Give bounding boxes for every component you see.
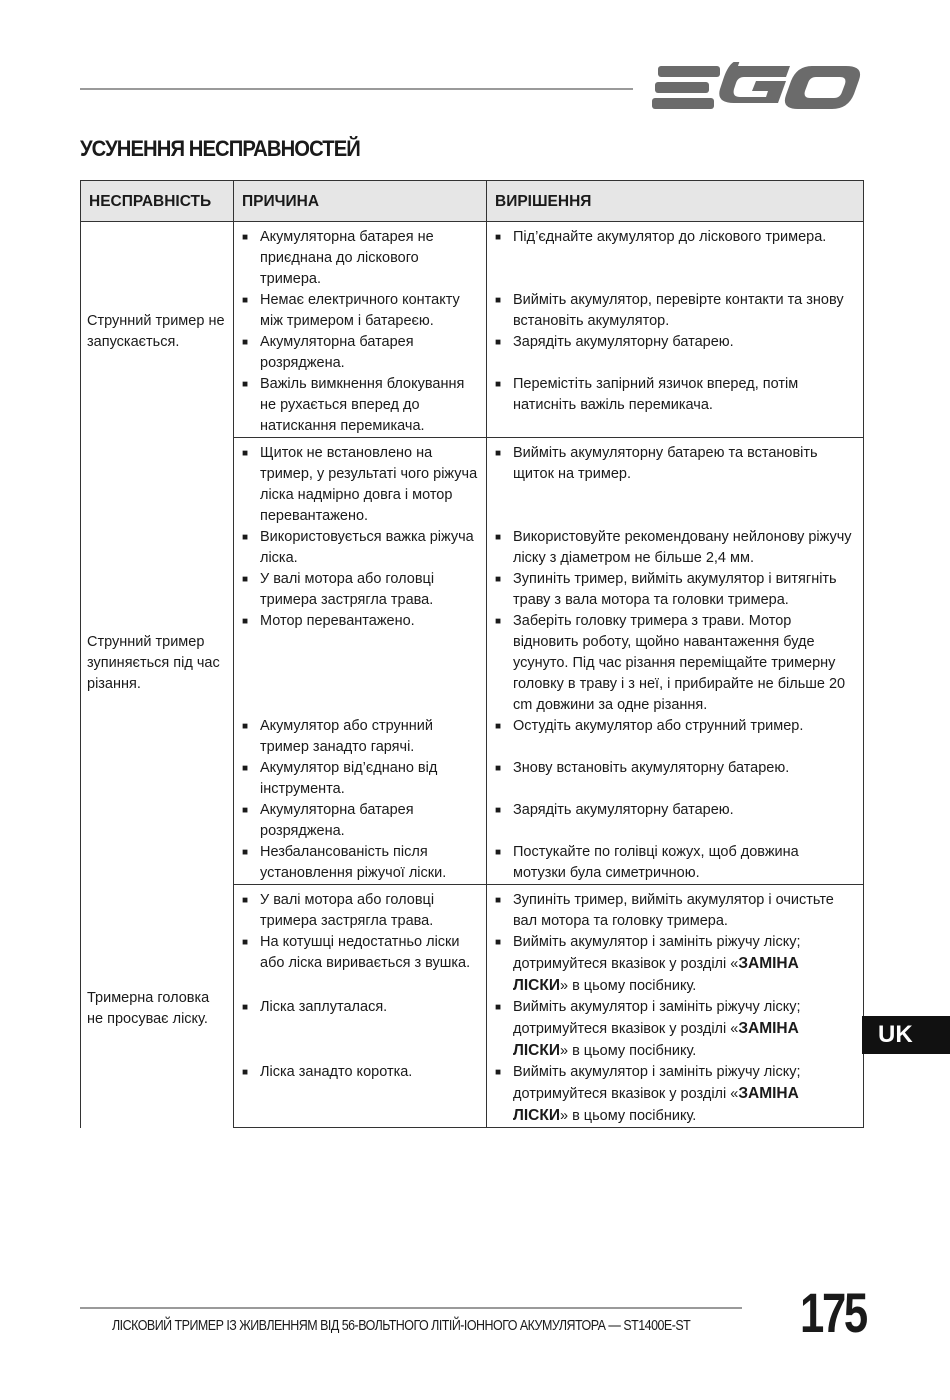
cause-text: ■ Акумулятор або струнний тример занадто гарячі. (240, 716, 480, 758)
cause-text: ■ Щиток не встановлено на тример, у результаті чого ріжуча ліска надмірно довга і мотор перевантажено. (240, 443, 480, 527)
cause-cell (234, 716, 487, 758)
cause-cell (234, 758, 487, 800)
solution-text (493, 997, 857, 1062)
solution-text: ■ Перемістіть запірний язичок вперед, потім натисніть важіль перемикача. (493, 374, 857, 416)
table-header-row (81, 181, 864, 222)
solution-text-post: » в цьому посібнику. (559, 1108, 697, 1124)
cause-cell (234, 611, 487, 716)
solution-cell (487, 842, 864, 885)
cause-cell (234, 222, 487, 291)
cause-text: ■ Незбалансованість після установлення ріжучої ліски. (240, 842, 480, 884)
solution-text: ■ Вийміть акумулятор, перевірте контакти та знову встановіть акумулятор. (493, 290, 857, 332)
cause-text: ■ Акумуляторна батарея розряджена. (240, 800, 480, 842)
cause-text: ■ Немає електричного контакту між тримером і батареєю. (240, 290, 480, 332)
table-row (81, 222, 864, 291)
solution-cell (487, 374, 864, 438)
solution-cell (487, 438, 864, 528)
solution-text: ■ Заберіть головку тримера з трави. Мотор відновить роботу, щойно навантаження буде усунуто. Під час різання переміщайте тримерну головку в траву і з неї, і прибирайте не більше 20 cm довжини за одне різання. (493, 611, 857, 716)
section-reference: ЗАМІНА ЛІСКИ (513, 1020, 799, 1059)
cause-text: ■ Ліска заплуталася. (240, 997, 480, 1018)
solution-cell (487, 716, 864, 758)
cause-text: ■ Використовується важка ріжуча ліска. (240, 527, 480, 569)
solution-text: ■ Зупиніть тример, вийміть акумулятор і витягніть траву з вала мотора та головки тримера. (493, 569, 857, 611)
solution-cell (487, 569, 864, 611)
solution-text: ■ Під’єднайте акумулятор до лiскового тримера. (493, 227, 857, 248)
solution-cell (487, 932, 864, 997)
cause-text: ■ Ліска занадто коротка. (240, 1062, 480, 1083)
cause-text: ■ У валі мотора або головці тримера застрягла трава. (240, 890, 480, 932)
section-reference: ЗАМІНА ЛІСКИ (513, 1085, 799, 1124)
solution-text: ■ Зупиніть тример, вийміть акумулятор і очистьте вал мотора та головку тримера. (493, 890, 857, 932)
solution-text: ■ Використовуйте рекомендовану нейлонову ріжучу ліску з діаметром не більше 2,4 мм. (493, 527, 857, 569)
language-tab-uk: UK (862, 1016, 950, 1054)
solution-cell (487, 222, 864, 291)
solution-cell (487, 332, 864, 374)
cause-cell (234, 842, 487, 885)
cause-cell (234, 997, 487, 1062)
cause-text: ■ Акумулятор від’єднано від інструмента. (240, 758, 480, 800)
cause-cell (234, 932, 487, 997)
footer-rule (80, 1307, 742, 1309)
solution-text: ■ Зарядіть акумуляторну батарею. (493, 800, 857, 821)
solution-text-pre: Вийміть акумулятор і замініть ріжучу ліску; дотримуйтеся вказівок у розділі « (513, 1064, 801, 1102)
ego-logo (652, 62, 862, 114)
solution-cell (487, 997, 864, 1062)
solution-text (493, 1062, 857, 1127)
solution-text-pre: Вийміть акумулятор і замініть ріжучу ліску; дотримуйтеся вказівок у розділі « (513, 999, 801, 1037)
header-problem: НЕСПРАВНІСТЬ (81, 181, 234, 222)
solution-text-post: » в цьому посібнику. (559, 1043, 697, 1059)
problem-cell: Струнний тример не запускається. (81, 222, 234, 438)
cause-text: ■ Акумуляторна батарея розряджена. (240, 332, 480, 374)
solution-text: ■ Зарядіть акумуляторну батарею. (493, 332, 857, 353)
troubleshooting-table (80, 180, 864, 1128)
page-title: УСУНЕННЯ НЕСПРАВНОСТЕЙ (80, 136, 360, 161)
solution-text (493, 932, 857, 997)
cause-text: ■ На котушці недостатньо ліски або ліска виривається з вушка. (240, 932, 480, 974)
solution-cell (487, 758, 864, 800)
solution-text: ■ Знову встановіть акумуляторну батарею. (493, 758, 857, 779)
solution-text: ■ Постукайте по голівці кожух, щоб довжина мотузки була симетричною. (493, 842, 857, 884)
cause-cell (234, 800, 487, 842)
cause-text: ■ Мотор перевантажено. (240, 611, 480, 632)
cause-text: ■ У валі мотора або головці тримера застрягла трава. (240, 569, 480, 611)
solution-cell (487, 885, 864, 933)
cause-text: ■ Акумуляторна батарея не приєднана до лiскового тримера. (240, 227, 480, 290)
header-cause: ПРИЧИНА (234, 181, 487, 222)
cause-cell (234, 569, 487, 611)
footer-text: ЛІСКОВИЙ ТРИМЕР ІЗ ЖИВЛЕННЯМ ВІД 56-ВОЛЬТНОГО ЛІТІЙ-ІОННОГО АКУМУЛЯТОРА — ST1400E-ST (112, 1318, 691, 1334)
table-row (81, 438, 864, 528)
solution-text: ■ Остудіть акумулятор або струнний тример. (493, 716, 857, 737)
cause-cell (234, 527, 487, 569)
cause-cell (234, 290, 487, 332)
page-number: 175 (800, 1281, 866, 1344)
section-reference: ЗАМІНА ЛІСКИ (513, 955, 799, 994)
table-row (81, 885, 864, 933)
cause-cell (234, 885, 487, 933)
cause-cell (234, 374, 487, 438)
cause-cell (234, 1062, 487, 1128)
problem-cell: Тримерна головка не просуває ліску. (81, 885, 234, 1128)
solution-cell (487, 1062, 864, 1128)
solution-text-post: » в цьому посібнику. (559, 978, 697, 994)
solution-cell (487, 611, 864, 716)
solution-cell (487, 290, 864, 332)
header-rule (80, 88, 633, 90)
problem-cell: Струнний тример зупиняється під час різання. (81, 438, 234, 885)
solution-text: ■ Вийміть акумуляторну батарею та встановіть щиток на тример. (493, 443, 857, 485)
cause-cell (234, 438, 487, 528)
solution-text-pre: Вийміть акумулятор і замініть ріжучу ліску; дотримуйтеся вказівок у розділі « (513, 934, 801, 972)
solution-cell (487, 800, 864, 842)
header-solution: ВИРІШЕННЯ (487, 181, 864, 222)
cause-text: ■ Важіль вимкнення блокування не рухається вперед до натискання перемикача. (240, 374, 480, 437)
cause-cell (234, 332, 487, 374)
solution-cell (487, 527, 864, 569)
